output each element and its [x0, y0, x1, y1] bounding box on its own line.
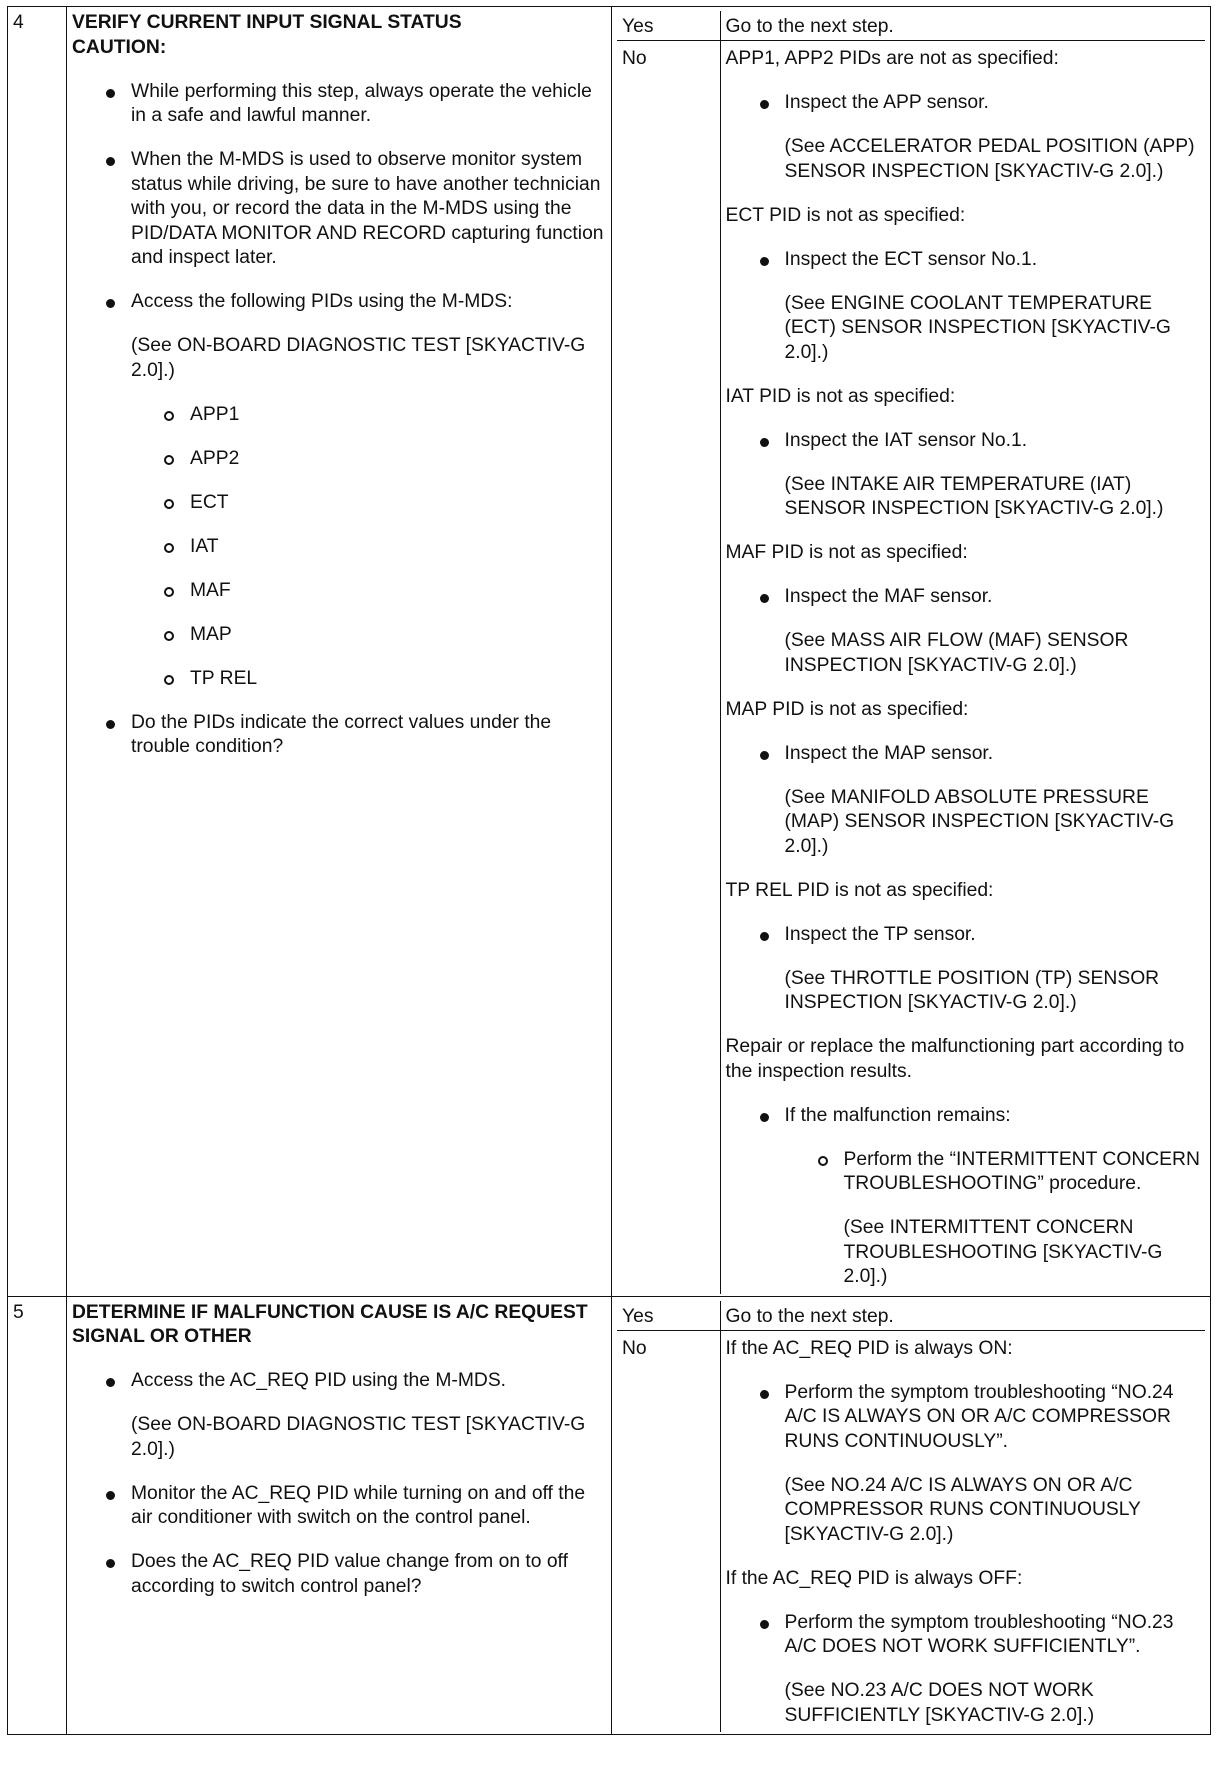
reference-link[interactable]: (See NO.23 A/C DOES NOT WORK SUFFICIENTLY [SKYACTIV-G 2.0].) [784, 1680, 1095, 1726]
reference-link[interactable]: (See ON-BOARD DIAGNOSTIC TEST [SKYACTIV-G 2.0].) [131, 335, 586, 381]
reference-link[interactable]: (See INTAKE AIR TEMPERATURE (IAT) SENSOR INSPECTION [SKYACTIV-G 2.0].) [784, 473, 1164, 519]
yes-action: Go to the next step. [720, 11, 1205, 41]
pid-item: APP1 [190, 403, 606, 428]
list-item: Perform the symptom troubleshooting “NO.24 A/C IS ALWAYS ON OR A/C COMPRESSOR RUNS CONTINUOUSLY”. [785, 1381, 1201, 1455]
reference-link[interactable]: (See ENGINE COOLANT TEMPERATURE (ECT) SENSOR INSPECTION [SKYACTIV-G 2.0].) [784, 292, 1171, 363]
condition-text: MAP PID is not as specified: [725, 698, 969, 720]
condition-text: APP1, APP2 PIDs are not as specified: [725, 48, 1059, 69]
no-label: No [617, 41, 720, 1294]
list-item: When the M-MDS is used to observe monitor system status while driving, be sure to have another technician with you, or record the data in the M-MDS using the PID/DATA MONITOR AND RECORD capturing function and inspect later. [131, 148, 606, 271]
list-item: Inspect the APP sensor. [785, 91, 1201, 116]
list-item: Inspect the IAT sensor No.1. [785, 429, 1201, 454]
condition-text: If the AC_REQ PID is always ON: [725, 1337, 1013, 1359]
pid-item: MAF [190, 579, 606, 604]
pid-item: APP2 [190, 447, 606, 472]
list-item: If the malfunction remains: [785, 1104, 1201, 1129]
condition-text: IAT PID is not as specified: [725, 385, 956, 407]
list-item: Perform the symptom troubleshooting “NO.23 A/C DOES NOT WORK SUFFICIENTLY”. [785, 1611, 1201, 1660]
troubleshooting-table [7, 6, 1211, 1735]
step-number [8, 7, 67, 1297]
reference-link[interactable]: (See INTERMITTENT CONCERN TROUBLESHOOTING [SKYACTIV-G 2.0].) [843, 1217, 1163, 1287]
step-5-title: DETERMINE IF MALFUNCTION CAUSE IS A/C REQUEST SIGNAL OR OTHER [72, 1301, 588, 1347]
condition-text: TP REL PID is not as specified: [725, 879, 994, 901]
question-item: Do the PIDs indicate the correct values under the trouble condition? [131, 711, 606, 760]
yes-label: Yes [617, 11, 720, 41]
yes-row [617, 1301, 1205, 1331]
sub-list-item: Perform the “INTERMITTENT CONCERN TROUBLESHOOTING” procedure. [844, 1148, 1201, 1197]
repair-text: Repair or replace the malfunctioning part according to the inspection results. [725, 1036, 1185, 1082]
reference-link[interactable]: (See MASS AIR FLOW (MAF) SENSOR INSPECTION [SKYACTIV-G 2.0].) [784, 630, 1129, 676]
step-5-row [8, 1296, 1211, 1735]
no-label: No [617, 1330, 720, 1732]
list-item: While performing this step, always operate the vehicle in a safe and lawful manner. [131, 80, 606, 129]
pid-item: TP REL [190, 667, 606, 692]
condition-text: If the AC_REQ PID is always OFF: [725, 1567, 1023, 1589]
no-row [617, 41, 1205, 1294]
no-row [617, 1330, 1205, 1732]
caution-label: CAUTION: [72, 36, 167, 58]
no-actions [720, 1330, 1205, 1732]
pid-item: MAP [190, 623, 606, 648]
reference-link[interactable]: (See MANIFOLD ABSOLUTE PRESSURE (MAP) SENSOR INSPECTION [SKYACTIV-G 2.0].) [784, 786, 1175, 857]
condition-text: MAF PID is not as specified: [725, 542, 968, 563]
list-item: Inspect the TP sensor. [785, 923, 1201, 948]
pid-item: IAT [190, 535, 606, 560]
step-number [8, 1296, 67, 1735]
step-4-results-table [617, 11, 1205, 1294]
step-4-number: 4 [13, 12, 24, 33]
step-5-results-table [617, 1301, 1205, 1733]
list-item: Inspect the ECT sensor No.1. [785, 248, 1201, 273]
list-item: Inspect the MAP sensor. [785, 742, 1201, 767]
yes-label: Yes [617, 1301, 720, 1331]
step-4-results [612, 7, 1211, 1297]
reference-link[interactable]: (See ON-BOARD DIAGNOSTIC TEST [SKYACTIV-G 2.0].) [131, 1414, 586, 1460]
condition-text: ECT PID is not as specified: [725, 204, 966, 226]
yes-action: Go to the next step. [720, 1301, 1205, 1331]
step-5-number: 5 [13, 1301, 24, 1323]
no-actions [720, 41, 1205, 1294]
step-4-action [67, 7, 612, 1297]
step-4-row [8, 7, 1211, 1297]
pid-item: ECT [190, 491, 606, 516]
question-item: Does the AC_REQ PID value change from on to off according to switch control panel? [131, 1550, 606, 1599]
yes-row [617, 11, 1205, 41]
reference-link[interactable]: (See THROTTLE POSITION (TP) SENSOR INSPECTION [SKYACTIV-G 2.0].) [784, 967, 1160, 1013]
list-item: Access the following PIDs using the M-MDS: [131, 290, 606, 315]
step-4-title: VERIFY CURRENT INPUT SIGNAL STATUS [72, 12, 462, 33]
reference-link[interactable]: (See ACCELERATOR PEDAL POSITION (APP) SENSOR INSPECTION [SKYACTIV-G 2.0].) [784, 136, 1195, 182]
step-5-results [612, 1296, 1211, 1735]
step-5-action [67, 1296, 612, 1735]
list-item: Inspect the MAF sensor. [785, 585, 1201, 610]
list-item: Monitor the AC_REQ PID while turning on and off the air conditioner with switch on the control panel. [131, 1482, 606, 1531]
list-item: Access the AC_REQ PID using the M-MDS. [131, 1369, 606, 1394]
reference-link[interactable]: (See NO.24 A/C IS ALWAYS ON OR A/C COMPRESSOR RUNS CONTINUOUSLY [SKYACTIV-G 2.0].) [784, 1474, 1141, 1545]
